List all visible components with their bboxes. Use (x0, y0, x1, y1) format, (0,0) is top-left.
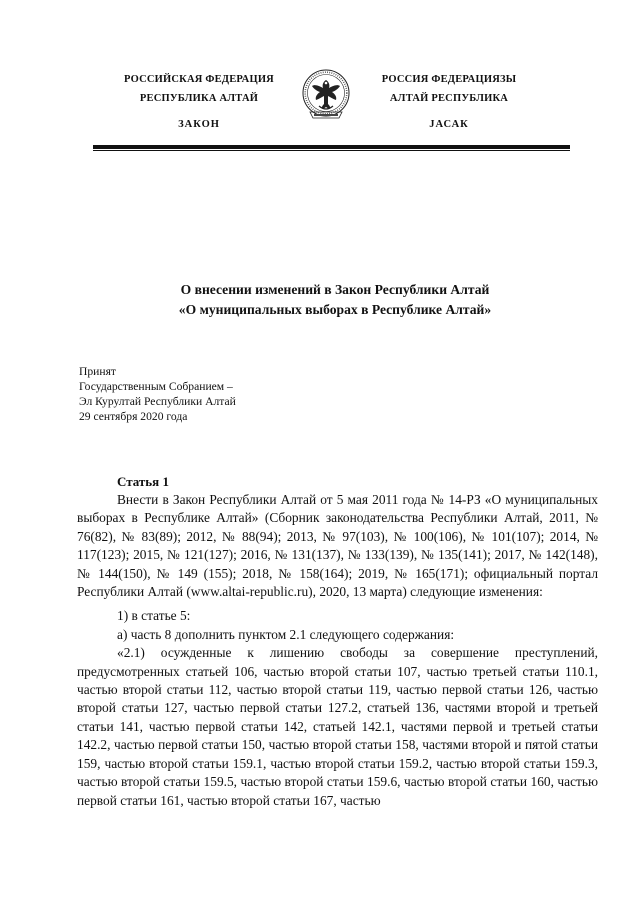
article-body (77, 491, 598, 810)
header-right-country: РОССИЯ ФЕДЕРАЦИЯЗЫ (381, 74, 517, 85)
coat-of-arms-emblem-icon (301, 66, 351, 126)
article-intro-paragraph: Внести в Закон Республики Алтай от 5 мая 2011 года № 14-РЗ «О муниципальных выборах в Республике Алтай» (Сборник законодательства Республики Алтай, 2011, № 76(82), № 83(89); 2012, № 88(94); 2013, № 97(103), № 100(106), № 101(107); 2014, № 117(123); 2015, № 121(127); 2016, № 131(137), № 133(139), № 135(141); 2017, № 142(148), № 144(150), № 149 (155); 2018, № 158(164); 2019, № 165(171); официальный портал Республики Алтай (www.altai-republic.ru), 2020, 13 марта) следующие изменения: (77, 492, 598, 600)
article-item-1a: а) часть 8 дополнить пунктом 2.1 следующего содержания: (117, 626, 455, 642)
header-left-republic: РЕСПУБЛИКА АЛТАЙ (139, 93, 259, 104)
adoption-date: 29 сентября 2020 года (79, 410, 188, 423)
header-right-doc-type: JАСАК (429, 119, 469, 130)
header-left-doc-type: ЗАКОН (178, 119, 220, 130)
header-right-republic: АЛТАЙ РЕСПУБЛИКА (389, 93, 509, 104)
header-divider-thick (93, 145, 570, 149)
article-heading: Статья 1 (117, 474, 169, 489)
law-title-line-1: О внесении изменений в Закон Республики Алтай (180, 282, 490, 297)
adoption-body-line-2: Эл Курултай Республики Алтай (79, 395, 236, 408)
article-quoted-text: «2.1) осужденные к лишению свободы за совершение преступлений, предусмотренных статьей 106, частью второй статьи 107, частью третьей статьи 110.1, частью второй статьи 112, частью второй статьи 119, частью первой статьи 126, частью второй статьи 127, частью первой статьи 127.2, статьей 136, частями второй и третьей статьи 141, частью первой статьи 142, статьей 142.1, частями первой и третьей статьи 142.2, частью первой статьи 150, частью второй статьи 158, частями второй и пятой статьи 159, частью второй статьи 159.1, частью второй статьи 159.2, частью второй статьи 159.3, частью второй статьи 159.5, частью второй статьи 159.6, частью второй статьи 160, частью первой статьи 161, частью второй статьи 167, частью (77, 645, 598, 808)
header-left-country: РОССИЙСКАЯ ФЕДЕРАЦИЯ (124, 74, 274, 85)
header-divider-thin (93, 150, 570, 151)
adoption-body-line-1: Государственным Собранием – (79, 380, 233, 393)
adoption-label: Принят (79, 365, 116, 378)
law-title-line-2: «О муниципальных выборах в Республике Алтай» (178, 302, 492, 317)
article-item-1: 1) в статье 5: (117, 608, 191, 624)
